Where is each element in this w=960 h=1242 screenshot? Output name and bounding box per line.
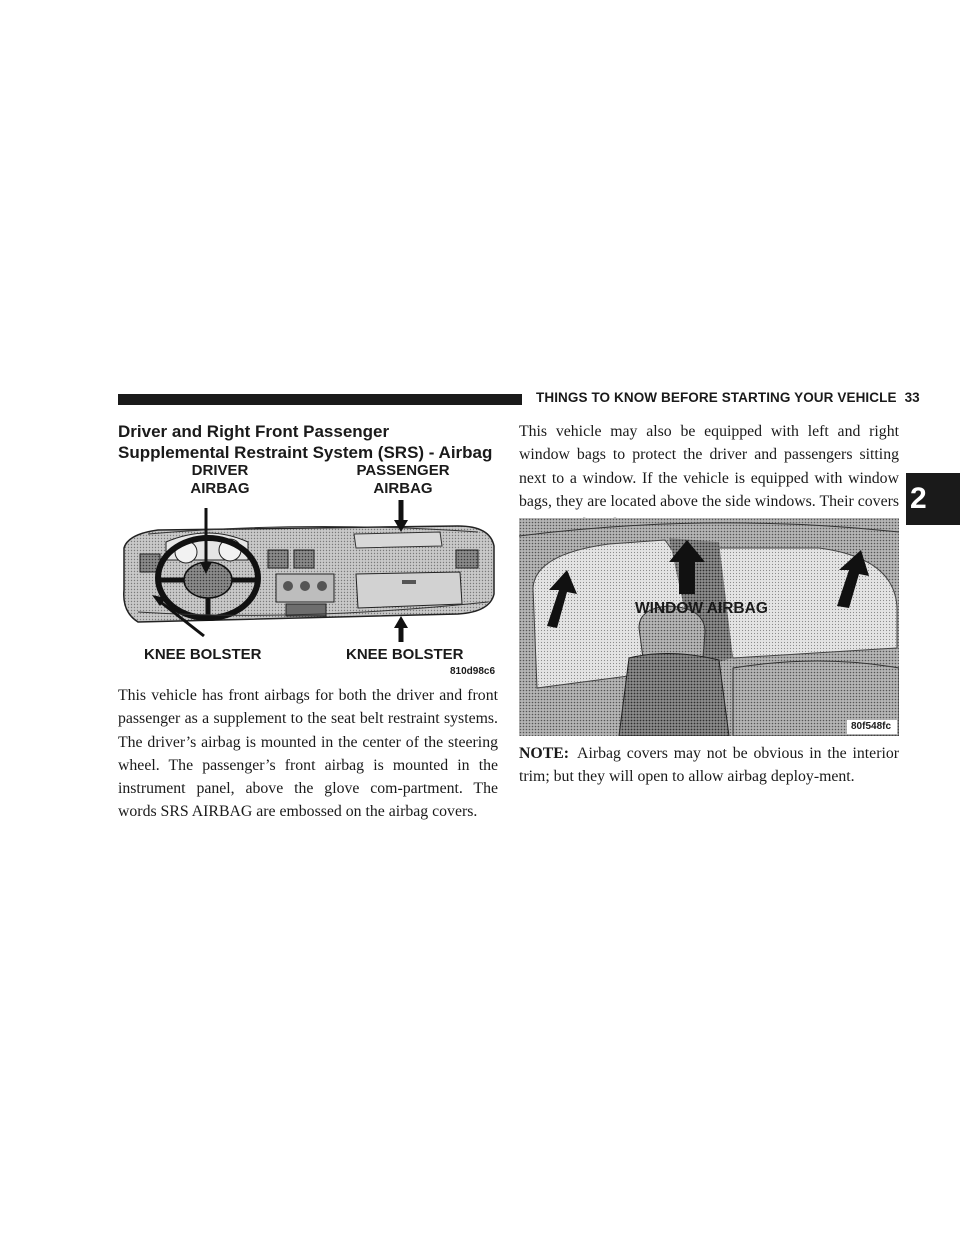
running-header (536, 390, 920, 405)
note-label: NOTE: (519, 745, 570, 762)
driver-airbag-label-line2: AIRBAG (190, 480, 250, 497)
header-rule (118, 394, 522, 405)
paragraph-front-airbags: This vehicle has front airbags for both the driver and front passenger as a supplement to the seat belt restraint systems. The driver’s airbag is mounted in the center of the steering wheel. The passenger’s front airbag is mounted in the instrument panel, above the glove com-partment. The words SRS AIRBAG are embossed on the airbag covers. (118, 687, 498, 821)
driver-airbag-label-line1: DRIVER (191, 462, 249, 479)
dashboard-figure-code: 810d98c6 (450, 666, 496, 677)
note-paragraph (519, 742, 899, 789)
knee-bolster-left-label: KNEE BOLSTER (144, 646, 262, 663)
passenger-airbag-label-line2: AIRBAG (373, 480, 433, 497)
section-title: Driver and Right Front Passenger Supplemental Restraint System (SRS) - Airbag (118, 422, 493, 462)
passenger-airbag-label (338, 462, 468, 498)
note-text: Airbag covers may not be obvious in the interior trim; but they will open to allow airbag deploy-ment. (519, 745, 899, 786)
window-airbag-figure (519, 518, 899, 736)
passenger-airbag-label-line1: PASSENGER (356, 462, 450, 479)
paragraph-window-bags: This vehicle may also be equipped with left and right window bags to protect the driver and passengers sitting next to a window. If the vehicle is equipped with window bags, they are located above the side windows. Their covers (519, 423, 899, 510)
driver-airbag-label (168, 462, 272, 498)
chapter-tab: 2 (906, 473, 960, 525)
running-title: THINGS TO KNOW BEFORE STARTING YOUR VEHICLE (536, 390, 897, 405)
window-airbag-label: WINDOW AIRBAG (635, 600, 768, 617)
page-number: 33 (904, 390, 920, 405)
dashboard-figure (118, 462, 502, 680)
window-airbag-photo (519, 518, 899, 736)
knee-bolster-right-label: KNEE BOLSTER (346, 646, 464, 663)
window-figure-code: 80f548fc (851, 721, 892, 732)
